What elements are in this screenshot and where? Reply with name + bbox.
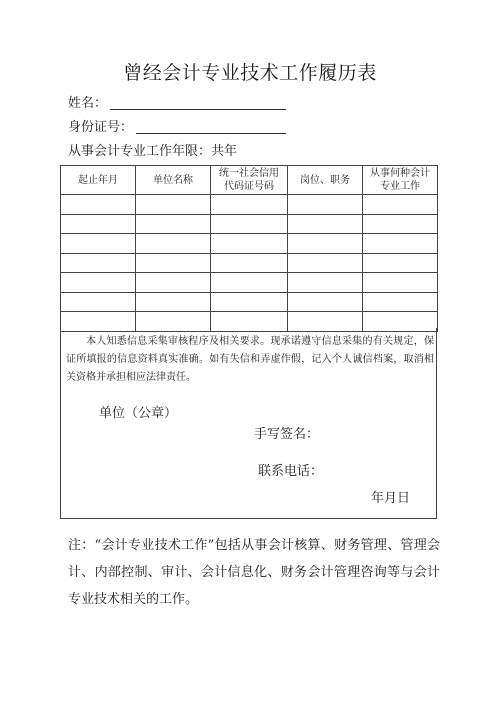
table-row xyxy=(61,292,438,312)
signature-label: 手写签名： xyxy=(254,427,320,442)
table-cell[interactable] xyxy=(211,234,288,254)
table-cell[interactable] xyxy=(288,273,363,293)
table-cell[interactable] xyxy=(363,273,438,293)
id-number-label: 身份证号： xyxy=(68,120,134,135)
table-cell[interactable] xyxy=(363,214,438,234)
table-cell[interactable] xyxy=(211,195,288,215)
table-row xyxy=(61,273,438,293)
table-cell[interactable] xyxy=(288,292,363,312)
header-unit-name: 单位名称 xyxy=(136,166,211,195)
table-cell[interactable] xyxy=(363,292,438,312)
table-cell[interactable] xyxy=(61,234,136,254)
name-label: 姓名： xyxy=(68,96,108,111)
table-cell[interactable] xyxy=(211,214,288,234)
table-cell[interactable] xyxy=(211,292,288,312)
table-cell[interactable] xyxy=(363,195,438,215)
date-label: 年月日 xyxy=(371,491,411,506)
table-cell[interactable] xyxy=(136,234,211,254)
table-cell[interactable] xyxy=(61,253,136,273)
work-history-table xyxy=(60,165,438,332)
table-cell[interactable] xyxy=(136,195,211,215)
table-row xyxy=(61,234,438,254)
header-work-type: 从事何种会计专业工作 xyxy=(363,166,438,195)
declaration-section xyxy=(60,328,437,519)
table-cell[interactable] xyxy=(288,234,363,254)
table-cell[interactable] xyxy=(136,273,211,293)
table-row xyxy=(61,195,438,215)
work-years-field: 从事会计专业工作年限：共年 xyxy=(68,144,238,159)
header-period: 起止年月 xyxy=(61,166,136,195)
table-cell[interactable] xyxy=(136,214,211,234)
header-position: 岗位、职务 xyxy=(288,166,363,195)
table-cell[interactable] xyxy=(61,214,136,234)
table-cell[interactable] xyxy=(61,195,136,215)
declaration-text: 本人知悉信息采集审核程序及相关要求。现承诺遵守信息采集的有关规定，保证所填报的信息资料真实准确。如有失信和弄虚作假，记入个人诚信档案，取消相关资格并承担相应法律责任。 xyxy=(66,336,434,383)
table-cell[interactable] xyxy=(136,253,211,273)
table-cell[interactable] xyxy=(363,234,438,254)
table-cell[interactable] xyxy=(288,214,363,234)
table-row xyxy=(61,253,438,273)
name-field[interactable] xyxy=(68,92,107,111)
id-number-underline xyxy=(136,133,286,134)
footnote: 注：“会计专业技术工作”包括从事会计核算、财务管理、管理会计、内部控制、审计、会计信息化、财务会计管理咨询等与会计专业技术相关的工作。 xyxy=(68,538,440,607)
table-cell[interactable] xyxy=(136,292,211,312)
id-number-field[interactable] xyxy=(68,116,133,135)
table-cell[interactable] xyxy=(61,273,136,293)
table-cell[interactable] xyxy=(61,292,136,312)
header-credit-code: 统一社会信用代码证号码 xyxy=(211,166,288,195)
table-cell[interactable] xyxy=(288,195,363,215)
table-row xyxy=(61,214,438,234)
unit-seal-label: 单位（公章） xyxy=(99,406,178,421)
table-cell[interactable] xyxy=(211,253,288,273)
table-cell[interactable] xyxy=(363,253,438,273)
form-title: 曾经会计专业技术工作履历表 xyxy=(123,62,377,84)
table-cell[interactable] xyxy=(288,253,363,273)
name-underline xyxy=(110,109,286,110)
table-cell[interactable] xyxy=(211,273,288,293)
phone-label: 联系电话： xyxy=(258,464,324,479)
table-header-row xyxy=(61,166,438,195)
